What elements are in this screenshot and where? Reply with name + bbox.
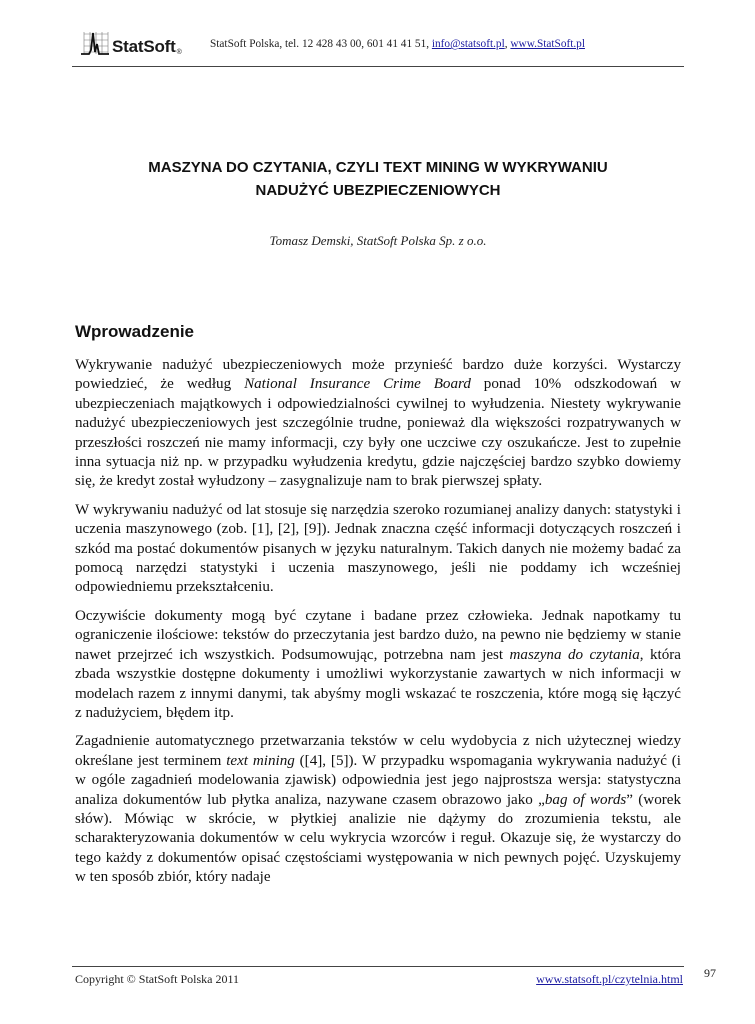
statsoft-logo (80, 30, 182, 56)
title-line-1: MASZYNA DO CZYTANIA, CZYLI TEXT MINING W WYKRYWANIU (148, 159, 608, 176)
document-title (72, 156, 684, 202)
header-divider (72, 66, 684, 67)
email-link[interactable]: info@statsoft.pl (431, 38, 505, 50)
paragraph-1-emphasis: National Insurance Crime Board (244, 376, 471, 393)
paragraph-4-emphasis-2: bag of words (544, 791, 627, 808)
paragraph-4-emphasis-1: text mining (226, 752, 295, 769)
page-header (80, 26, 670, 66)
contact-separator: , (504, 38, 511, 50)
paragraph-3 (75, 607, 681, 723)
paragraph-4-text-c: ” (worek słów). Mówiąc w skrócie, w płytkiej analizie nie dążymy do zrozumienia tekstu, ale scharakteryzowania dokumentów w celu wykrycia wzorców i reguł. Okazuje się, że wystarczy do tego każdy z dokumentów opisać częstościami występowania w nich pewnych pojęć. Uzyskujemy w ten sposób zbiór, który nadaje (75, 791, 682, 886)
footer-link[interactable]: www.statsoft.pl/czytelnia.html (536, 972, 683, 986)
paragraph-3-emphasis: maszyna do czytania (509, 646, 640, 663)
body-text (75, 356, 681, 897)
copyright-text: Copyright © StatSoft Polska 2011 (75, 972, 240, 986)
logo-text: StatSoft (112, 37, 176, 56)
section-heading: Wprowadzenie (75, 322, 195, 341)
paragraph-4-text-b: ([4], [5]). W przypadku wspomagania wykrywania nadużyć (i w ogóle zagadnień modelowania zjawisk) odpowiednia jest jego najprostsza wersja: statystyczna analiza dokumentów lub płytka analiza, nazywane czasem obrazowo jako „ (75, 752, 681, 808)
page-number: 97 (704, 966, 716, 980)
contact-info (210, 38, 585, 50)
paragraph-2: W wykrywaniu nadużyć od lat stosuje się narzędzia szeroko rozumianej analizy danych: statystyki i uczenia maszynowego (zob. [1], [2], [9]). Jednak znaczna część informacji dotyczących roszczeń i szkód ma postać dokumentów pisanych w języku naturalnym. Takich danych nie możemy badać za pomocą narzędzi statystyki i uczenia maszynowego, jeśli nie poddamy ich wcześniej odpowiedniemu przekształceniu. (75, 501, 681, 596)
paragraph-4-text-a: Zagadnienie automatycznego przetwarzania tekstów w celu wydobycia z nich użytecznej wiedzy określane jest terminem (75, 733, 681, 769)
website-link[interactable]: www.StatSoft.pl (510, 38, 585, 50)
paragraph-4 (75, 732, 681, 887)
contact-text: StatSoft Polska, tel. 12 428 43 00, 601 41 41 51, (210, 38, 432, 50)
title-line-2: NADUŻYĆ UBEZPIECZENIOWYCH (255, 182, 501, 199)
paragraph-3-text-a: Oczywiście dokumenty mogą być czytane i badane przez człowieka. Jednak napotkamy tu ograniczenie ilościowe: tekstów do przeczytania jest bardzo dużo, na pewno nie będziemy w stanie nawet przejrzeć ich wszystkich. Podsumowując, potrzebna nam jest (75, 607, 681, 663)
footer-divider (72, 966, 684, 967)
registered-mark: ® (176, 49, 182, 56)
paragraph-3-text-b: , która zbada wszystkie dostępne dokumenty i umożliwi wykorzystanie zawartych w nich informacji w modelach razem z innymi danymi, tak abyśmy mogli wskazać te roszczenia, które mogą się łączyć z nadużyciem, błędem itp. (75, 646, 681, 721)
paragraph-1-text-a: Wykrywanie nadużyć ubezpieczeniowych może przynieść bardzo duże korzyści. Wystarczy powiedzieć, że według (75, 357, 681, 393)
paragraph-1 (75, 356, 681, 492)
author-line: Tomasz Demski, StatSoft Polska Sp. z o.o. (269, 233, 487, 248)
paragraph-1-text-b: ponad 10% odszkodowań w ubezpieczeniach majątkowych i odpowiedzialności cywilnej to wyłudzenia. Niestety wykrywanie nadużyć ubezpieczeniowych jest szczególnie trudne, ponieważ dla większości rozpatrywanych w przeszłości roszczeń nie mamy informacji, czy były one uczciwe czy oszukańcze. Jest to zupełnie inna sytuacja niż np. w przypadku wyłudzenia kredytu, gdzie najczęściej bardzo szybko dowiemy się, że kredyt został wyłudzony – zasygnalizuje nam to brak pierwszej spłaty. (75, 376, 681, 490)
chart-logo-icon (80, 30, 110, 56)
